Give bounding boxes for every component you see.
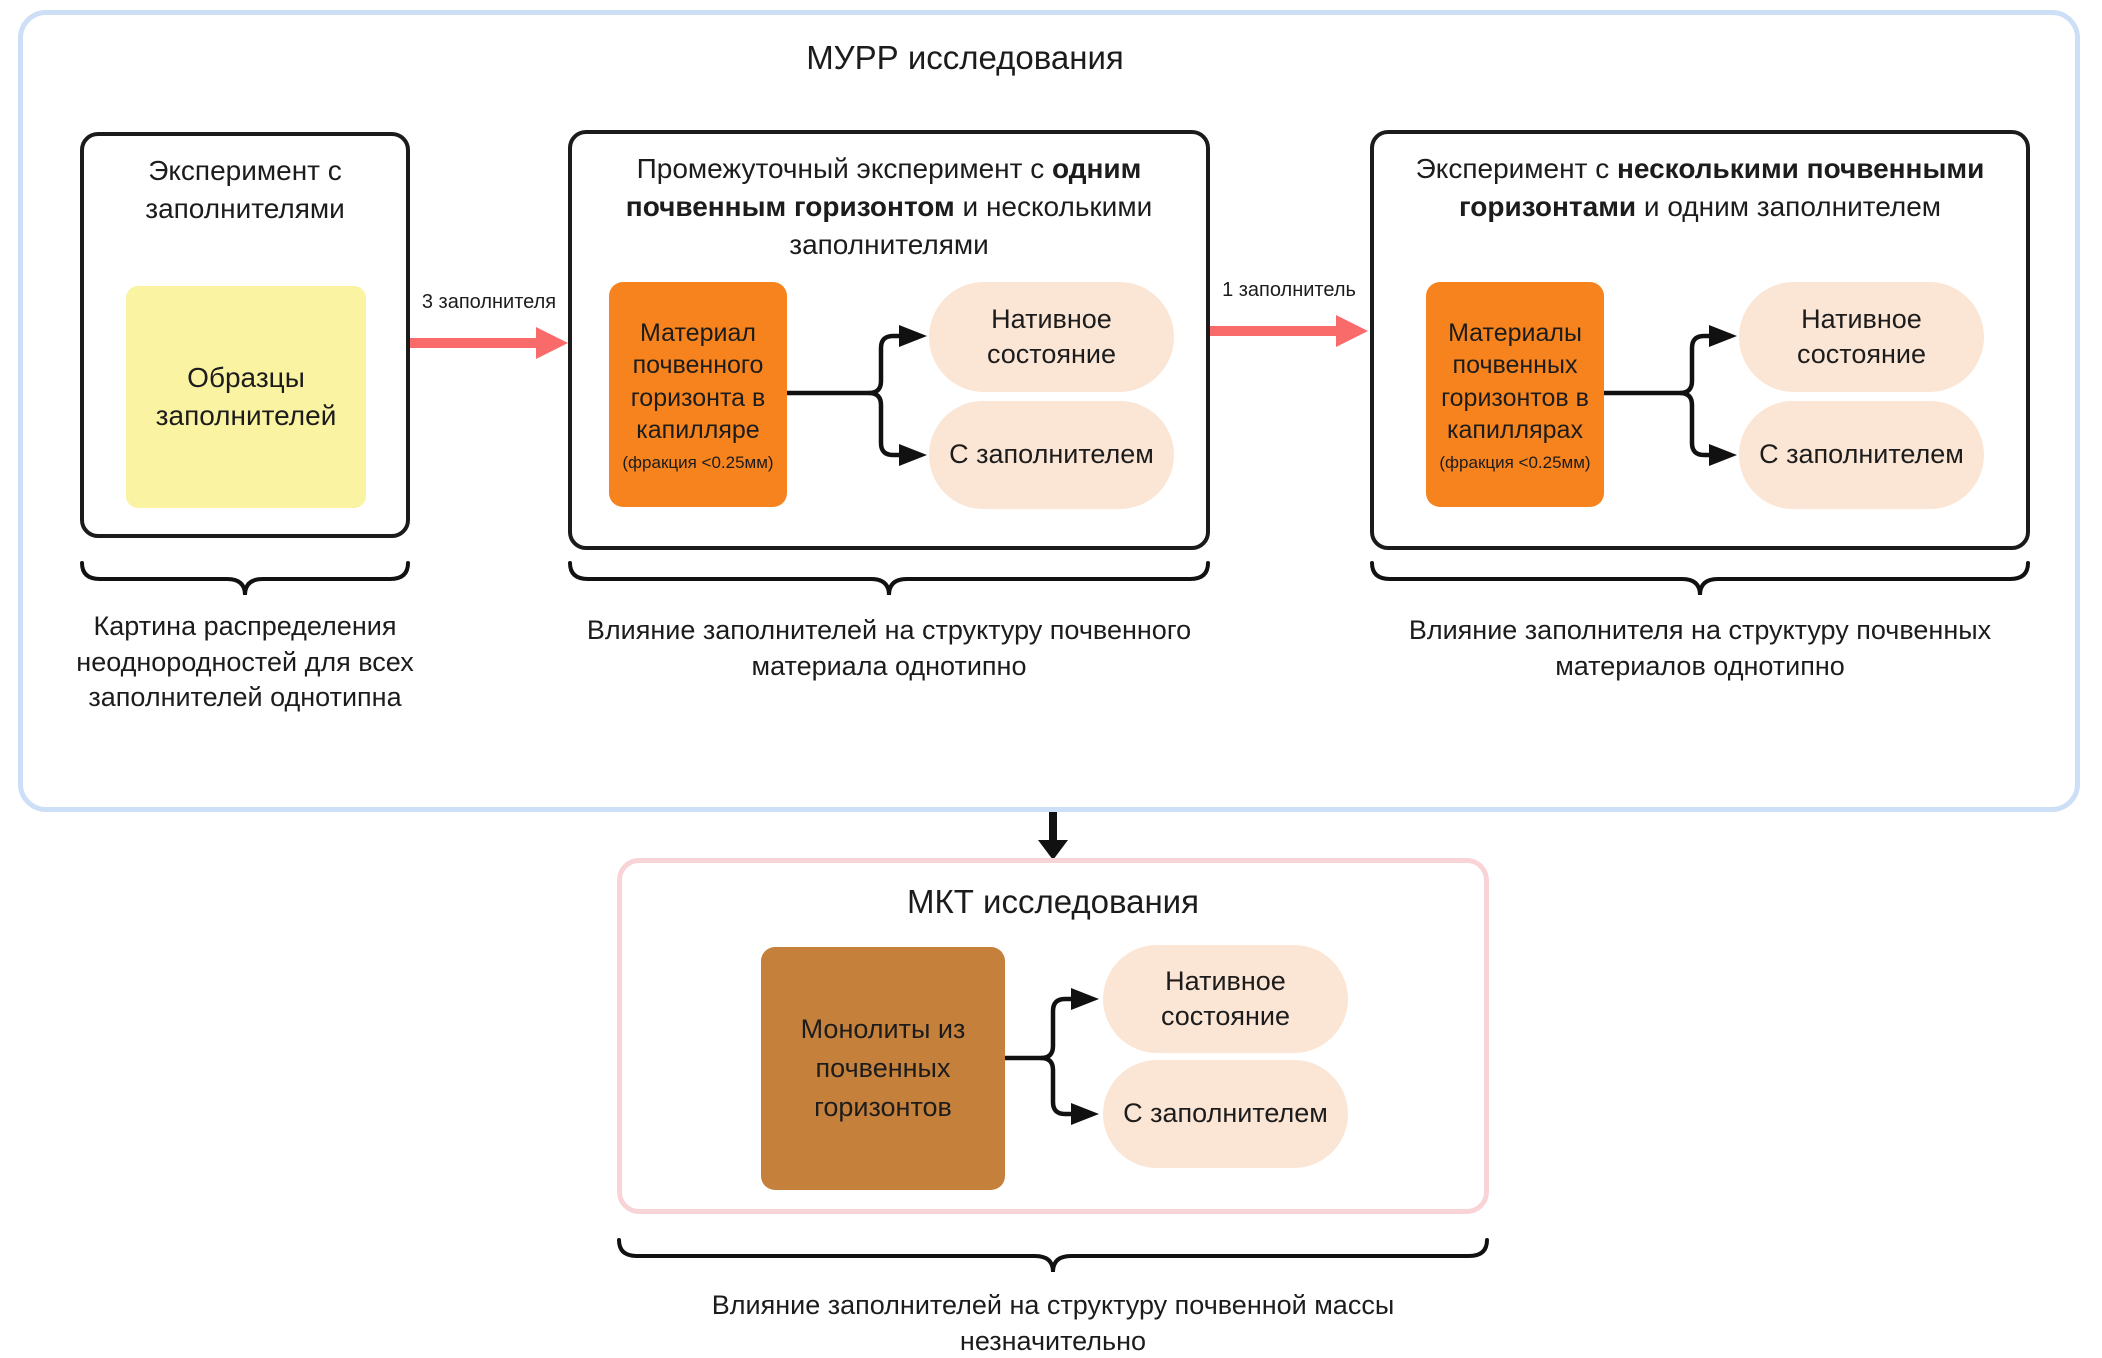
title-pre: Промежуточный эксперимент с xyxy=(636,153,1052,184)
native-state-pill xyxy=(1103,945,1348,1053)
flow-arrow-1-label: 3 заполнителя xyxy=(421,291,557,313)
intermediate-conclusion-caption: Влияние заполнителей на структуру почвенного материала однотипно xyxy=(586,615,1192,681)
fillers-experiment-box xyxy=(80,132,410,538)
soil-horizons-materials-label: Материалы почвенных горизонтов в капиллярах xyxy=(1441,318,1589,444)
flow-arrow-2-label: 1 заполнитель xyxy=(1222,279,1356,301)
soil-horizon-material-node xyxy=(609,282,787,507)
with-filler-pill xyxy=(1739,401,1984,509)
with-filler-label: С заполнителем xyxy=(1123,1098,1328,1129)
soil-horizons-materials-node xyxy=(1426,282,1604,507)
filler-samples-node xyxy=(126,286,366,508)
fillers-conclusion-caption: Картина распределения неоднородностей для всех заполнителей однотипна xyxy=(76,611,414,713)
fork-connector-icon xyxy=(1604,282,1739,509)
native-state-label: Нативное состояние xyxy=(1160,965,1291,1031)
title-post: и одним заполнителем xyxy=(1636,190,1942,222)
multi-horizon-experiment-box xyxy=(1370,130,2030,550)
underbrace-icon xyxy=(1370,561,2030,599)
fork-connector-icon xyxy=(1005,945,1103,1172)
murr-section xyxy=(18,10,2080,812)
fraction-note: (фракция <0.25мм) xyxy=(1439,452,1591,472)
down-arrowhead-icon xyxy=(1038,840,1068,860)
soil-horizon-material-label: Материал почвенного горизонта в капилляре xyxy=(630,318,766,444)
underbrace-icon xyxy=(80,561,410,599)
title-post: и несколькими заполнителями xyxy=(789,190,1153,260)
fork-connector-icon xyxy=(787,282,929,509)
native-state-pill xyxy=(929,282,1174,392)
flow-arrow-2 xyxy=(1210,279,1368,351)
right-arrowhead-icon xyxy=(536,327,568,359)
title-bold: одним почвенным горизонтом xyxy=(625,153,1142,222)
mkt-conclusion-caption: Влияние заполнителей на структуру почвенной массы незначительно xyxy=(711,1290,1395,1356)
murr-section-title: МУРР исследования xyxy=(806,39,1124,76)
native-state-label: Нативное состояние xyxy=(986,303,1117,369)
soil-monoliths-node xyxy=(761,947,1005,1190)
right-arrow-icon xyxy=(1210,326,1338,336)
title-pre: Эксперимент с xyxy=(1415,153,1617,184)
filler-samples-label: Образцы заполнителей xyxy=(155,362,337,431)
down-arrow-icon xyxy=(1049,812,1057,842)
right-arrow-icon xyxy=(410,338,538,348)
soil-monoliths-label: Монолиты из почвенных горизонтов xyxy=(800,1013,966,1123)
flow-arrow-1 xyxy=(410,291,568,363)
flow-arrow-down xyxy=(1038,812,1068,860)
mkt-section-title: МКТ исследования xyxy=(906,883,1199,920)
intermediate-experiment-title xyxy=(572,134,1206,263)
native-state-label: Нативное состояние xyxy=(1796,303,1927,369)
with-filler-pill xyxy=(1103,1060,1348,1168)
multi-horizon-conclusion-caption: Влияние заполнителя на структуру почвенных материалов однотипно xyxy=(1408,615,1992,681)
underbrace-icon xyxy=(568,561,1210,599)
title-bold: несколькими почвенными горизонтами xyxy=(1458,153,1985,222)
fraction-note: (фракция <0.25мм) xyxy=(622,452,774,472)
with-filler-pill xyxy=(929,401,1174,509)
intermediate-experiment-box xyxy=(568,130,1210,550)
fillers-experiment-title: Эксперимент с заполнителями xyxy=(145,155,345,224)
with-filler-label: С заполнителем xyxy=(949,439,1154,470)
right-arrowhead-icon xyxy=(1336,315,1368,347)
native-state-pill xyxy=(1739,282,1984,392)
mkt-section xyxy=(617,858,1489,1214)
with-filler-label: С заполнителем xyxy=(1759,439,1964,470)
multi-horizon-experiment-title xyxy=(1374,134,2026,226)
underbrace-icon xyxy=(617,1238,1489,1276)
